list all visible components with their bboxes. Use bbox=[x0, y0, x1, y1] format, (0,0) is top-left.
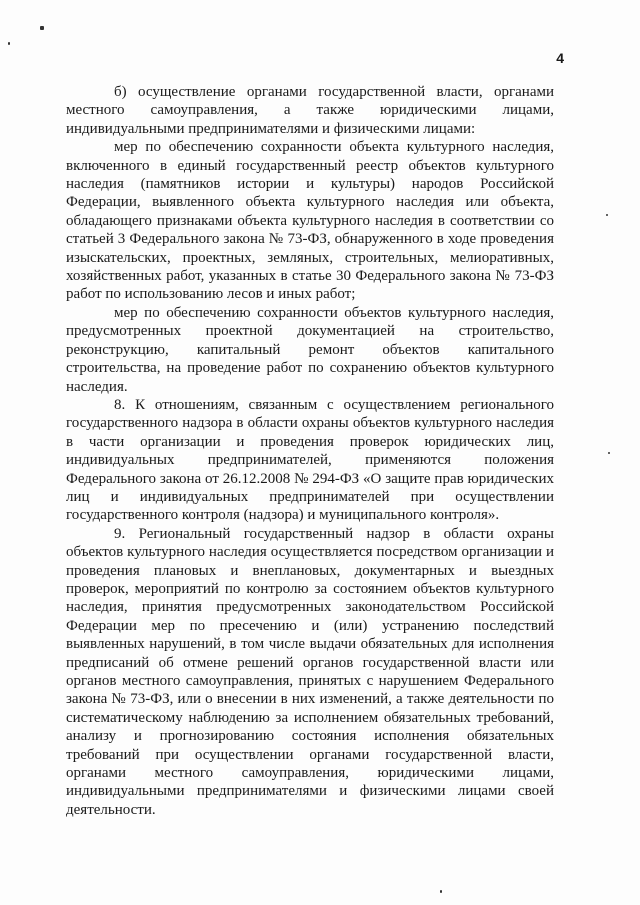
document-body bbox=[66, 83, 554, 819]
page-number: 4 bbox=[556, 50, 564, 66]
scan-speck bbox=[608, 452, 610, 454]
scan-speck bbox=[40, 26, 44, 30]
paragraph-heritage-measures: мер по обеспечению сохранности объекта культурного наследия, включенного в единый государственный реестр объектов культурного наследия (памятников истории и культуры) народов Российской Федерации, выявленного объекта культурного наследия или объекта, обладающего признаками объекта культурного наследия в соответствии со статьей 3 Федерального закона № 73-ФЗ, обнаруженного в ходе проведения изыскательских, проектных, земляных, строительных, мелиоративных, хозяйственных работ, указанных в статье 30 Федерального закона № 73-ФЗ работ по использованию лесов и иных работ; bbox=[66, 139, 554, 303]
scan-speck bbox=[440, 890, 442, 893]
scan-speck bbox=[8, 42, 10, 45]
paragraph-9: 9. Региональный государственный надзор в области охраны объектов культурного наследия осуществляется посредством организации и проведения плановых и внеплановых, документарных и выездных проверок, мероприятий по контролю за состоянием объектов культурного наследия, принятия предусмотренных законодательством Российской Федерации мер по пресечению и (или) устранению последствий выявленных нарушений, в том числе выдачи обязательных для исполнения предписаний об отмене решений органов государственной власти или органов местного самоуправления, принятых с нарушением Федерального закона № 73-ФЗ, или о внесении в них изменений, а также деятельности по систематическому наблюдению за исполнением обязательных требований, анализу и прогнозированию состояния исполнения обязательных требований при осуществлении органами государственной власти, органами местного самоуправления, юридическими лицами, индивидуальными предпринимателями и физическими лицами своей деятельности. bbox=[66, 525, 554, 818]
paragraph-8: 8. К отношениям, связанным с осуществлением регионального государственного надзора в области охраны объектов культурного наследия в части организации и проведения проверок юридических лиц, индивидуальных предпринимателей, применяются положения Федерального закона от 26.12.2008 № 294-ФЗ «О защите прав юридических лиц и индивидуальных предпринимателей при осуществлении государственного контроля (надзора) и муниципального контроля». bbox=[66, 396, 554, 524]
scan-speck bbox=[606, 214, 608, 216]
paragraph-b-intro: б) осуществление органами государственной власти, органами местного самоуправления, а также юридическими лицами, индивидуальными предпринимателями и физическими лицами: bbox=[66, 84, 554, 137]
paragraph-project-measures: мер по обеспечению сохранности объектов культурного наследия, предусмотренных проектной документацией на строительство, реконструкцию, капитальный ремонт объектов капитального строительства, на проведение работ по сохранению объектов культурного наследия. bbox=[66, 304, 554, 395]
